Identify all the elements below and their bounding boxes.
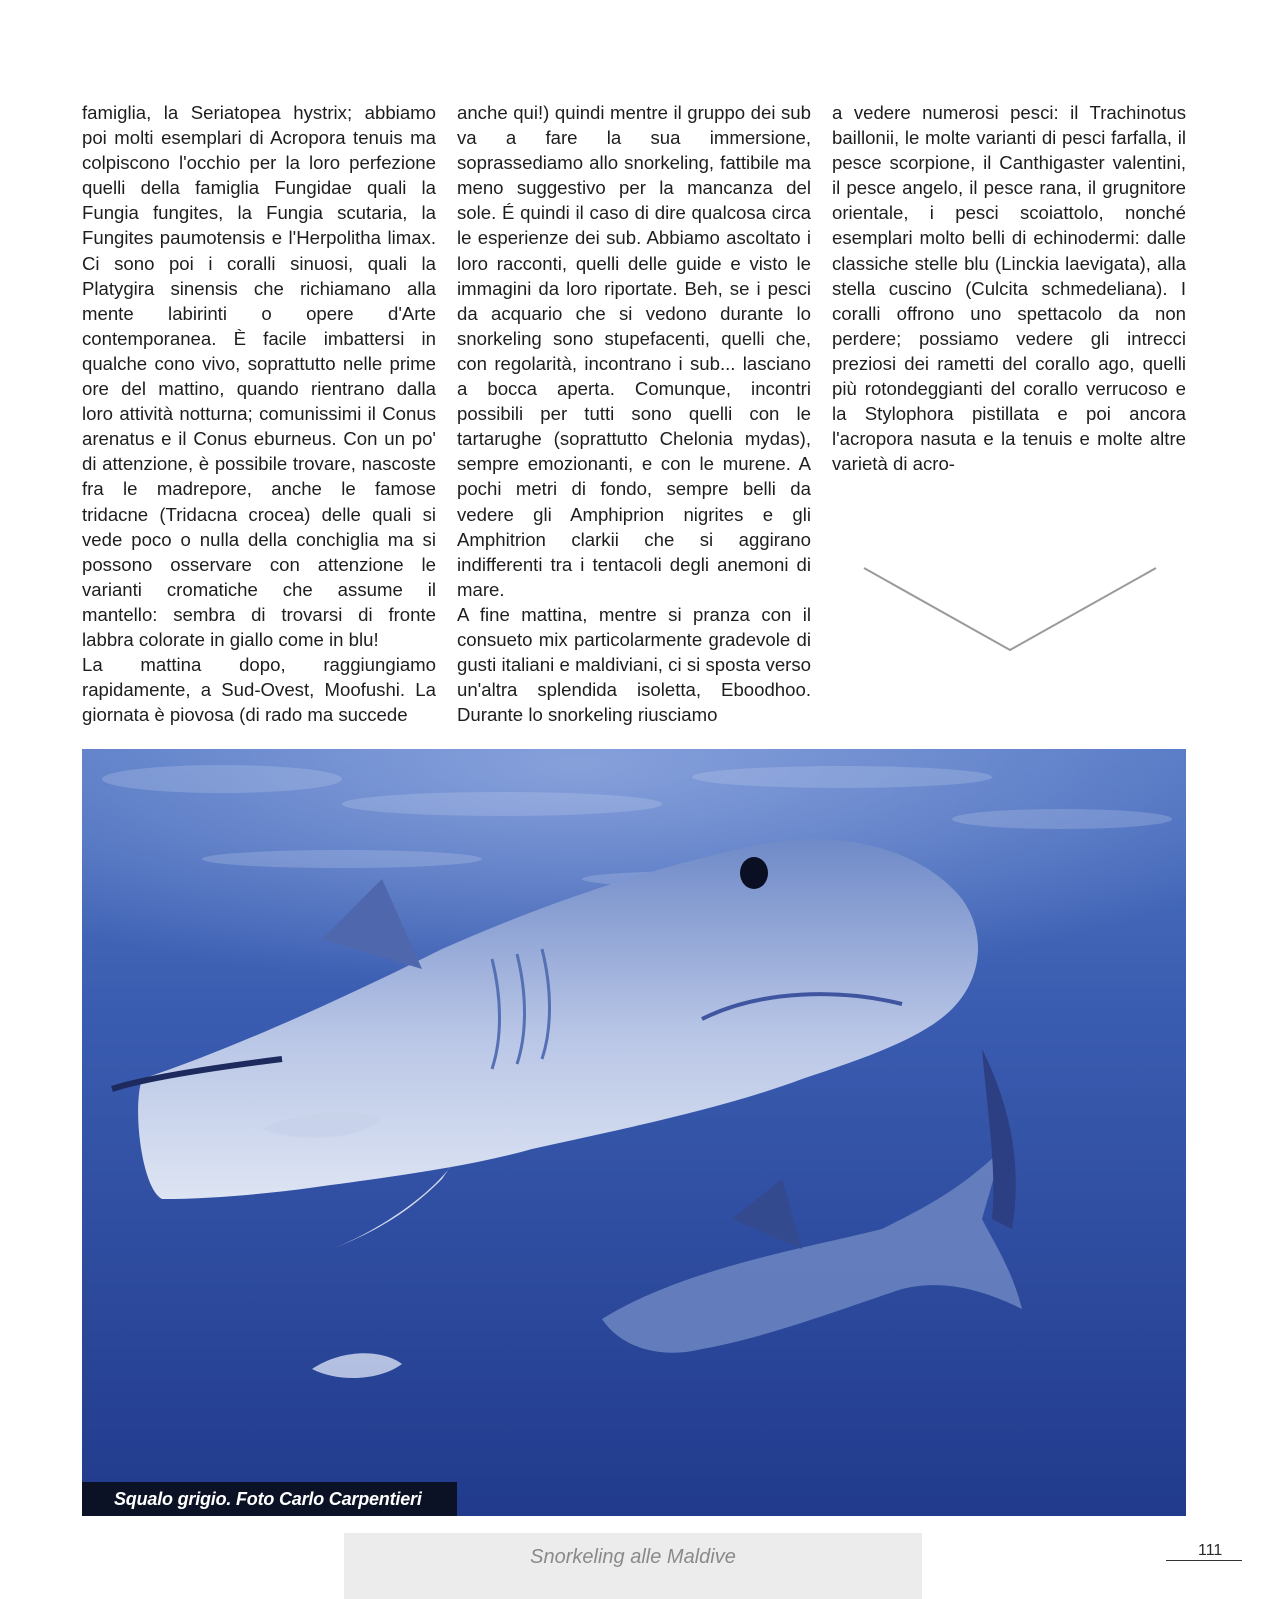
paragraph: famiglia, la Seriatopea hystrix; abbiamo poi molti esemplari di Acropora tenuis ma colpiscono l'occhio per la loro perfezione quelli della famiglia Fungidae quali la Fungia fungites, la Fungia scutaria, la Fungites paumotensis e l'Herpolitha limax. Ci sono poi i coralli sinuosi, quali la Platygira sinensis che richiamano alla mente labirinti o opere d'Arte contemporanea. È facile imbattersi in qualche cono vivo, soprattutto nelle prime ore del mattino, quando rientrano dalla loro attività notturna; comunissimi il Conus arenatus e il Conus eburneus. Con un po' di attenzione, è possibile trovare, nascoste fra le madrepore, anche le famose tridacne (Tridacna crocea) delle quali si vede poco o nulla della conchiglia ma si possono osservare con attenzione le varianti cromatiche che assume il mantello: sembra di trovarsi di fronte labbra colorate in giallo come in blu!: [82, 102, 436, 650]
paragraph: a vedere numerosi pesci: il Trachinotus baillonii, le molte varianti di pesci farfalla, il pesce scorpione, il Canthigaster valentini, il pesce angelo, il pesce rana, il grugnitore orientale, i pesci scoiattolo, nonché esemplari molto belli di echinodermi: dalle classiche stelle blu (Linckia laevigata), alla stella cuscino (Culcita schmedeliana). I coralli offrono uno spettacolo da non perdere; possiamo vedere gli intrecci preziosi dei rametti del corallo ago, quelli più rotondeggianti del corallo verrucoso e la Stylophora pistillata e poi ancora l'acropora nasuta e la tenuis e molte altre varietà di acro-: [832, 102, 1186, 475]
page-number-rule: [1166, 1560, 1242, 1561]
decorative-chevron: [860, 560, 1160, 655]
footer-band: [344, 1533, 922, 1599]
page-number: 111: [1198, 1542, 1223, 1559]
paragraph: A fine mattina, mentre si pranza con il consueto mix particolarmente gradevole di gusti italiani e maldiviani, ci si sposta verso un'altra splendida isoletta, Eboodhoo. Durante lo snorkeling riusciamo: [457, 603, 811, 726]
text-column-1: [82, 100, 436, 727]
paragraph: anche qui!) quindi mentre il gruppo dei sub va a fare la sua immersione, soprassediamo allo snorkeling, fattibile ma meno suggestivo per la mancanza del sole. É quindi il caso di dire qualcosa circa le esperienze dei sub. Abbiamo ascoltato i loro racconti, quelli delle guide e visto le immagini da loro riportate. Beh, se i pesci da acquario che si vedono durante lo snorkeling sono stupefacenti, quelli che, con regolarità, incontrano i sub... lasciano a bocca aperta. Comunque, incontri possibili per tutti sono quelli con le tartarughe (soprattutto Chelonia mydas), sempre emozionanti, e con le murene. A pochi metri di fondo, sempre belli da vedere gli Amphiprion nigrites e gli Amphitrion clarkii che si aggirano indifferenti tra i tentacoli degli anemoni di mare.: [457, 102, 811, 600]
text-column-2: [457, 100, 811, 727]
paragraph: La mattina dopo, raggiungiamo rapidamente, a Sud-Ovest, Moofushi. La giornata è piovosa (di rado ma succede: [82, 654, 436, 726]
text-column-3: [832, 100, 1186, 476]
shark-illustration: [82, 749, 1186, 1516]
section-title: Snorkeling alle Maldive: [530, 1546, 736, 1568]
shark-photo: [82, 749, 1186, 1516]
photo-caption: Squalo grigio. Foto Carlo Carpentieri: [82, 1482, 457, 1516]
